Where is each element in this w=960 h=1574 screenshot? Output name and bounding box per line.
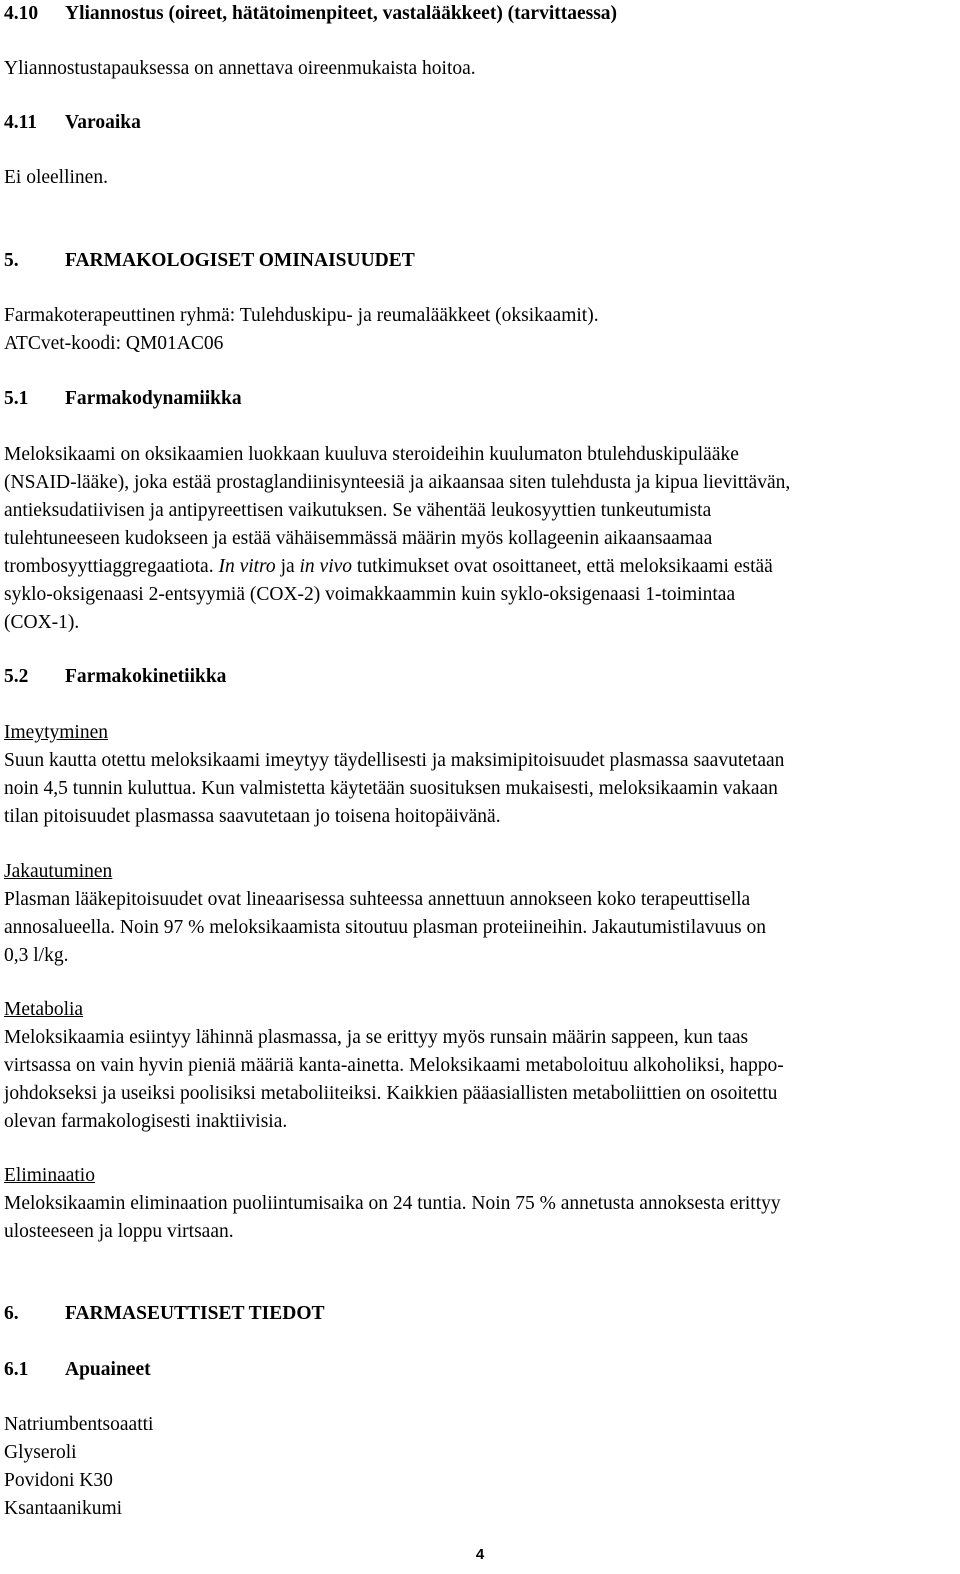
section-title: Farmakokinetiikka: [65, 666, 227, 687]
paragraph-line: tilan pitoisuudet plasmassa saavutetaan jo toisena hoitopäivänä.: [4, 806, 501, 827]
section-title: FARMASEUTTISET TIEDOT: [65, 1303, 325, 1324]
list-item: Glyseroli: [4, 1442, 77, 1463]
section-number: 5.2: [4, 666, 29, 687]
section-6-heading: [4, 1302, 325, 1326]
section-number: 6.1: [4, 1359, 29, 1380]
section-title: Farmakodynamiikka: [65, 388, 242, 409]
paragraph-line: Meloksikaamin eliminaation puoliintumisaika on 24 tuntia. Noin 75 % annetusta annoksesta erittyy: [4, 1193, 781, 1214]
section-title: Yliannostus (oireet, hätätoimenpiteet, vastalääkkeet) (tarvittaessa): [65, 3, 618, 24]
paragraph-line: olevan farmakologisesti inaktiivisia.: [4, 1111, 288, 1132]
paragraph-line: antieksudatiivisen ja antipyreettisen vaikutuksen. Se vähentää leukosyyttien tunkeutumista: [4, 500, 712, 521]
subheading-absorption: Imeytyminen: [4, 722, 108, 743]
paragraph-line: Meloksikaami on oksikaamien luokkaan kuuluva steroideihin kuulumaton btulehduskipulääke: [4, 444, 739, 465]
section-5-heading: [4, 249, 415, 273]
list-item: Povidoni K30: [4, 1470, 113, 1491]
list-item: Ksantaanikumi: [4, 1498, 123, 1519]
section-number: 5.1: [4, 388, 29, 409]
section-title: Varoaika: [65, 112, 141, 133]
subheading-distribution: Jakautuminen: [4, 861, 113, 882]
paragraph: Yliannostustapauksessa on annettava oireenmukaista hoitoa.: [4, 58, 476, 79]
paragraph-line: noin 4,5 tunnin kuluttua. Kun valmistetta käytetään suosituksen mukaisesti, meloksikaamin vakaan: [4, 778, 778, 799]
paragraph-line: Plasman lääkepitoisuudet ovat lineaarisessa suhteessa annettuun annokseen koko terapeuttisella: [4, 889, 751, 910]
paragraph-line: johdokseksi ja useiksi poolisiksi metaboliiteiksi. Kaikkien pääasiallisten metaboliittien on osoitettu: [4, 1083, 778, 1104]
section-number: 5.: [4, 250, 19, 271]
paragraph-line: ATCvet-koodi: QM01AC06: [4, 333, 224, 354]
page-number: 4: [475, 1546, 485, 1563]
paragraph-line: (COX-1).: [4, 612, 80, 633]
section-number: 4.11: [4, 112, 38, 133]
section-5-1-heading: [4, 387, 242, 411]
paragraph: Ei oleellinen.: [4, 167, 108, 188]
paragraph-line: 0,3 l/kg.: [4, 945, 69, 966]
paragraph-line: annosalueella. Noin 97 % meloksikaamista sitoutuu plasman proteiineihin. Jakautumistilavuus on: [4, 917, 766, 938]
paragraph-line: (NSAID-lääke), joka estää prostaglandiinisynteesiä ja aikaansaa siten tulehdusta ja kipua lievittävän,: [4, 472, 791, 493]
paragraph-line: Farmakoterapeuttinen ryhmä: Tulehduskipu- ja reumalääkkeet (oksikaamit).: [4, 305, 599, 326]
section-5-2-heading: [4, 665, 226, 689]
paragraph-line: virtsassa on vain hyvin pieniä määriä kanta-ainetta. Meloksikaami metaboloituu alkoholiksi, happo-: [4, 1055, 784, 1076]
list-item: Natriumbentsoaatti: [4, 1414, 154, 1435]
paragraph-line: [4, 555, 773, 579]
section-number: 4.10: [4, 3, 39, 24]
text-run: trombosyyttiaggregaatiota.: [4, 556, 214, 577]
section-title: FARMAKOLOGISET OMINAISUUDET: [65, 250, 415, 271]
paragraph-line: tulehtuneeseen kudokseen ja estää vähäisemmässä määrin myös kollageenin aikaansaamaa: [4, 528, 713, 549]
section-4-11-heading: [4, 111, 141, 135]
section-number: 6.: [4, 1303, 19, 1324]
text-run: ja: [280, 556, 295, 577]
text-run: tutkimukset ovat osoittaneet, että meloksikaami estää: [356, 556, 773, 577]
paragraph-line: ulosteeseen ja loppu virtsaan.: [4, 1221, 234, 1242]
paragraph-line: Suun kautta otettu meloksikaami imeytyy täydellisesti ja maksimipitoisuudet plasmassa saavutetaan: [4, 750, 785, 771]
paragraph-line: Meloksikaamia esiintyy lähinnä plasmassa, ja se erittyy myös runsain määrin sappeen, kun taas: [4, 1027, 749, 1048]
italic-term: In vitro: [218, 556, 276, 577]
subheading-metabolism: Metabolia: [4, 999, 84, 1020]
section-6-1-heading: [4, 1358, 151, 1382]
section-title: Apuaineet: [65, 1359, 151, 1380]
paragraph-line: syklo-oksigenaasi 2-entsyymiä (COX-2) voimakkaammin kuin syklo-oksigenaasi 1-toimintaa: [4, 584, 736, 605]
subheading-elimination: Eliminaatio: [4, 1165, 95, 1186]
italic-term: in vivo: [299, 556, 353, 577]
section-4-10-heading: [4, 2, 617, 26]
